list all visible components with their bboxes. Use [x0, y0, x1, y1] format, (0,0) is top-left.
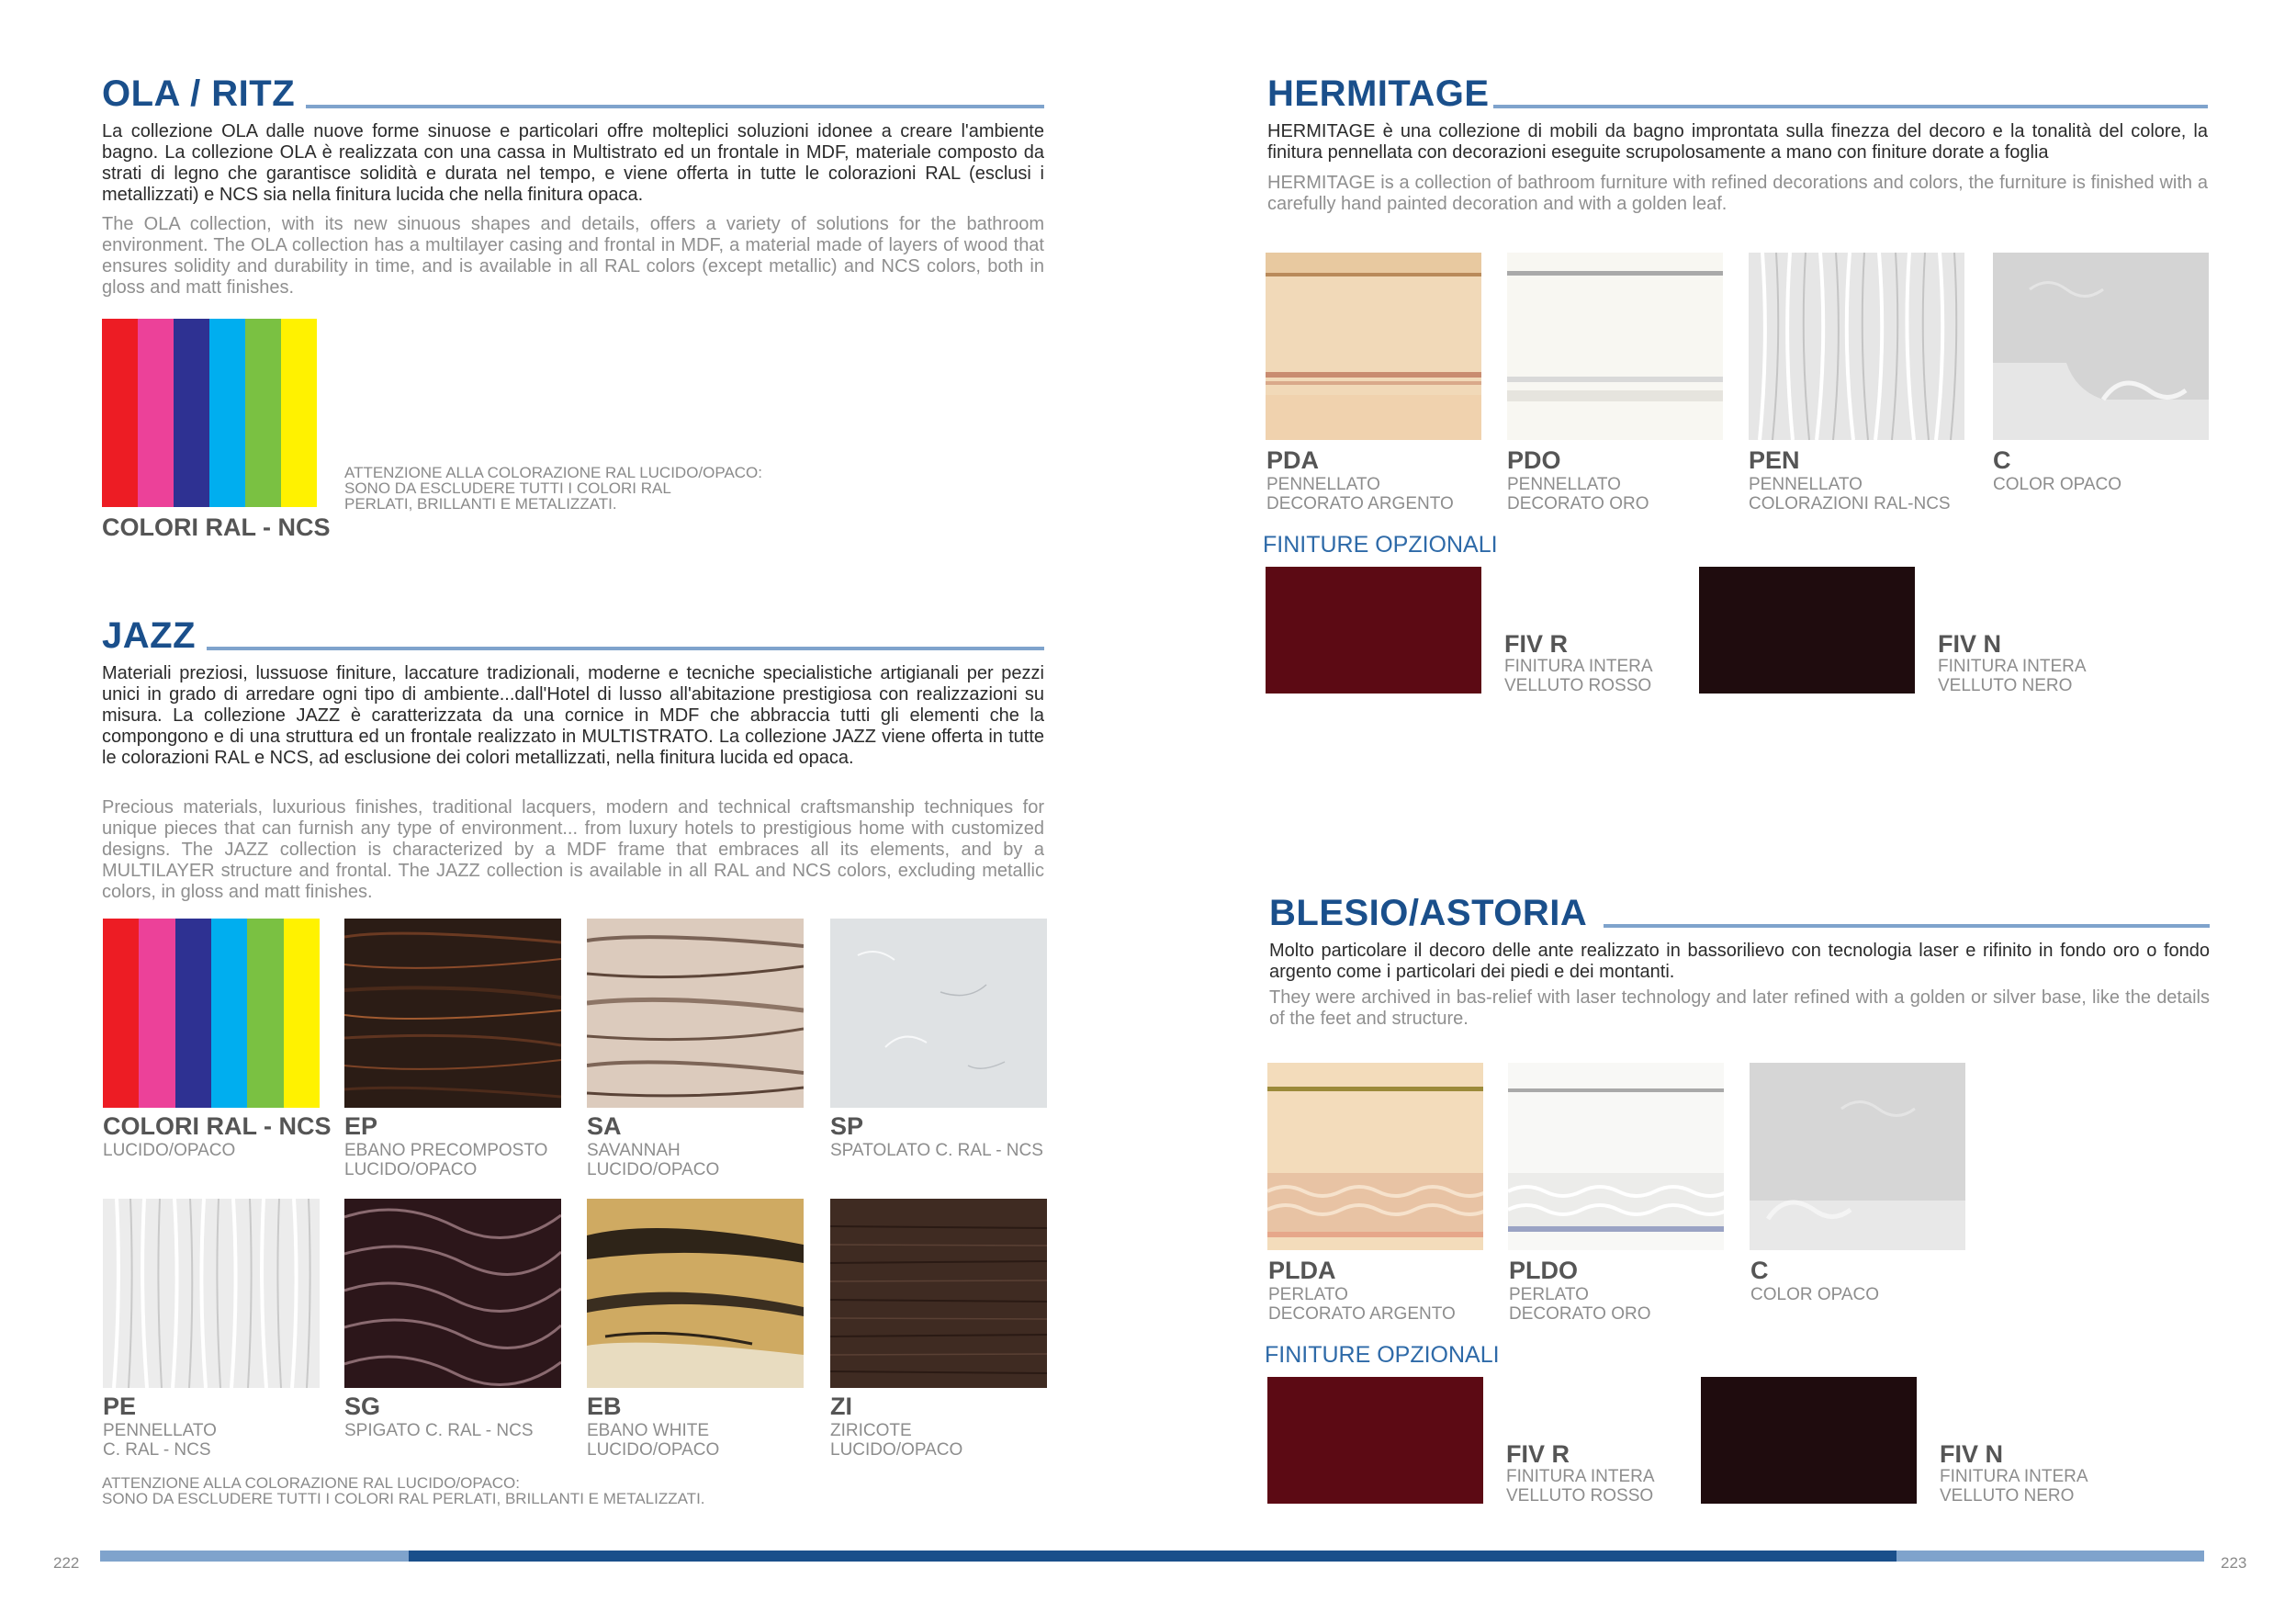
swatch-desc: SPATOLATO C. RAL - NCS — [830, 1141, 1043, 1160]
swatch-desc: EBANO PRECOMPOSTO LUCIDO/OPACO — [344, 1141, 548, 1179]
swatch-ebano-precomposto — [344, 919, 561, 1108]
swatch-ziricote — [830, 1199, 1047, 1388]
hermitage-title: HERMITAGE — [1267, 73, 1490, 114]
section-title-hermitage — [1267, 75, 2208, 112]
swatch-code: FIV R — [1506, 1440, 1570, 1468]
color-red — [103, 919, 139, 1108]
color-yellow — [284, 919, 320, 1108]
swatch-desc: SAVANNAH LUCIDO/OPACO — [587, 1141, 720, 1179]
swatch-desc: PERLATO DECORATO ORO — [1509, 1285, 1651, 1324]
swatch-code: PDO — [1507, 446, 1561, 474]
swatch-code: PDA — [1266, 446, 1320, 474]
section-title-blesio — [1269, 895, 2210, 931]
swatch-desc: LUCIDO/OPACO — [103, 1141, 236, 1160]
swatch-desc: PENNELLATO COLORAZIONI RAL-NCS — [1749, 475, 1951, 513]
color-yellow — [281, 319, 317, 507]
swatch-spatolato — [830, 919, 1047, 1108]
swatch-savannah — [587, 919, 804, 1108]
swatch-desc: PENNELLATO C. RAL - NCS — [103, 1421, 217, 1460]
swatch-ral-ncs — [103, 919, 320, 1108]
ola-swatch-label: COLORI RAL - NCS — [102, 513, 331, 541]
footer-bar-center — [409, 1551, 1896, 1562]
swatch-code: PEN — [1749, 446, 1800, 474]
swatch-desc: FINITURA INTERA VELLUTO ROSSO — [1504, 657, 1653, 695]
color-cyan — [209, 319, 245, 507]
swatch-desc: FINITURA INTERA VELLUTO NERO — [1940, 1467, 2088, 1506]
swatch-desc: FINITURA INTERA VELLUTO NERO — [1938, 657, 2087, 695]
swatch-desc: COLOR OPACO — [1750, 1285, 1880, 1304]
swatch-desc: EBANO WHITE LUCIDO/OPACO — [587, 1421, 720, 1460]
page-number-left: 222 — [53, 1554, 80, 1572]
hermitage-description-en: HERMITAGE is a collection of bathroom furniture with refined decorations and colors, the furniture is finished with a carefully hand painted decoration and with a golden leaf. — [1267, 173, 2208, 214]
blesio-description-it: Molto particolare il decoro delle ante realizzato in bassorilievo con tecnologia laser e rifinito in fondo oro o fondo argento come i particolari dei piedi e dei montanti. — [1269, 941, 2210, 982]
blesio-description-en: They were archived in bas-relief with laser technology and later refined with a golden or silver base, like the details of the feet and structure. — [1269, 987, 2210, 1029]
swatch-code: FIV N — [1938, 630, 2002, 658]
swatch-desc: PERLATO DECORATO ARGENTO — [1268, 1285, 1456, 1324]
swatch-velluto-nero — [1701, 1377, 1917, 1504]
swatch-c — [1993, 253, 2209, 440]
swatch-plda — [1267, 1063, 1483, 1250]
color-indigo — [175, 919, 211, 1108]
swatch-code: COLORI RAL - NCS — [103, 1112, 332, 1140]
swatch-code: PLDA — [1268, 1257, 1336, 1284]
blesio-title: BLESIO/ASTORIA — [1269, 893, 1588, 933]
jazz-title: JAZZ — [102, 615, 196, 656]
swatch-velluto-nero — [1699, 567, 1915, 694]
swatch-pda — [1266, 253, 1481, 440]
color-green — [247, 919, 283, 1108]
swatch-pdo — [1507, 253, 1723, 440]
swatch-velluto-rosso — [1266, 567, 1481, 694]
swatch-desc: FINITURA INTERA VELLUTO ROSSO — [1506, 1467, 1655, 1506]
ola-title: OLA / RITZ — [102, 73, 296, 114]
swatch-ral-ncs — [102, 319, 317, 507]
color-red — [102, 319, 138, 507]
title-rule — [207, 647, 1044, 650]
swatch-code: EP — [344, 1112, 378, 1140]
swatch-code: PE — [103, 1393, 137, 1420]
swatch-ebano-white — [587, 1199, 804, 1388]
color-magenta — [138, 319, 174, 507]
title-rule — [1493, 105, 2208, 108]
section-title-ola — [102, 75, 1044, 112]
title-rule — [306, 105, 1044, 108]
color-indigo — [174, 319, 209, 507]
swatch-code: SA — [587, 1112, 622, 1140]
swatch-c — [1750, 1063, 1965, 1250]
swatch-code: C — [1750, 1257, 1769, 1284]
ola-description-it: La collezione OLA dalle nuove forme sinuose e particolari offre molteplici soluzioni idonee a creare l'ambiente bagno. La collezione OLA è realizzata con una cassa in Multistrato ed un frontale in MDF, materiale composto da strati di legno che garantisce solidità e durata nel tempo, e viene offerta in tutte le colorazioni RAL (esclusi i metallizzati) e NCS sia nella finitura lucida che nella finitura opaca. — [102, 121, 1044, 205]
ola-warning-note: ATTENZIONE ALLA COLORAZIONE RAL LUCIDO/OPACO: SONO DA ESCLUDERE TUTTI I COLORI RAL PERLATI, BRILLANTI E METALIZZATI. — [344, 464, 763, 513]
swatch-pen — [1749, 253, 1964, 440]
swatch-velluto-rosso — [1267, 1377, 1483, 1504]
swatch-code: PLDO — [1509, 1257, 1579, 1284]
swatch-code: C — [1993, 446, 2011, 474]
swatch-desc: COLOR OPACO — [1993, 475, 2122, 494]
swatch-code: FIV R — [1504, 630, 1569, 658]
swatch-pldo — [1508, 1063, 1724, 1250]
hermitage-description-it: HERMITAGE è una collezione di mobili da bagno improntata sulla finezza del decoro e la tonalità del colore, la finitura pennellata con decorazioni eseguite scrupolosamente a mano con finiture dorate a foglia — [1267, 121, 2208, 163]
hermitage-optional-title: FINITURE OPZIONALI — [1263, 532, 1498, 558]
section-title-jazz — [102, 617, 1044, 654]
color-cyan — [211, 919, 247, 1108]
swatch-desc: SPIGATO C. RAL - NCS — [344, 1421, 534, 1440]
swatch-pennellato — [103, 1199, 320, 1388]
jazz-description-en: Precious materials, luxurious finishes, traditional lacquers, modern and technical craftsmanship techniques for unique pieces that can furnish any type of environment... from luxury hotels to prestigious home with customized designs. The JAZZ collection is characterized by a MDF frame that embraces all its elements, and by a MULTILAYER structure and frontal. The JAZZ collection is available in all RAL and NCS colors, excluding metallic colors, in gloss and matt finishes. — [102, 797, 1044, 902]
swatch-desc: PENNELLATO DECORATO ARGENTO — [1266, 475, 1454, 513]
swatch-code: SP — [830, 1112, 864, 1140]
jazz-description-it: Materiali preziosi, lussuose finiture, laccature tradizionali, moderne e tecniche specialistiche artigianali per pezzi unici in grado di arredare ogni tipo di ambiente...dall'Hotel di lusso all'abitazione prestigiosa con realizzazioni su misura. La collezione JAZZ è caratterizzata da una cornice in MDF che abbraccia tutti gli elementi che la compongono e di una struttura ed un frontale realizzato in MULTISTRATO. La collezione JAZZ viene offerta in tutte le colorazioni RAL e NCS, ad esclusione dei colori metallizzati, nella finitura lucida ed opaca. — [102, 663, 1044, 768]
swatch-spigato — [344, 1199, 561, 1388]
swatch-code: ZI — [830, 1393, 852, 1420]
swatch-code: FIV N — [1940, 1440, 2004, 1468]
color-green — [245, 319, 281, 507]
color-magenta — [139, 919, 174, 1108]
page-number-right: 223 — [2221, 1554, 2247, 1572]
swatch-desc: PENNELLATO DECORATO ORO — [1507, 475, 1649, 513]
blesio-optional-title: FINITURE OPZIONALI — [1265, 1342, 1500, 1368]
title-rule — [1604, 924, 2210, 928]
swatch-desc: ZIRICOTE LUCIDO/OPACO — [830, 1421, 963, 1460]
ola-description-en: The OLA collection, with its new sinuous shapes and details, offers a variety of solutions for the bathroom environment. The OLA collection has a multilayer casing and frontal in MDF, a material made of layers of wood that ensures solidity and durability in time, and is available in all RAL colors (except metallic) and NCS colors, both in gloss and matt finishes. — [102, 214, 1044, 298]
jazz-warning-note: ATTENZIONE ALLA COLORAZIONE RAL LUCIDO/OPACO: SONO DA ESCLUDERE TUTTI I COLORI RAL PERLATI, BRILLANTI E METALIZZATI. — [102, 1474, 705, 1507]
swatch-code: SG — [344, 1393, 381, 1420]
swatch-code: EB — [587, 1393, 622, 1420]
